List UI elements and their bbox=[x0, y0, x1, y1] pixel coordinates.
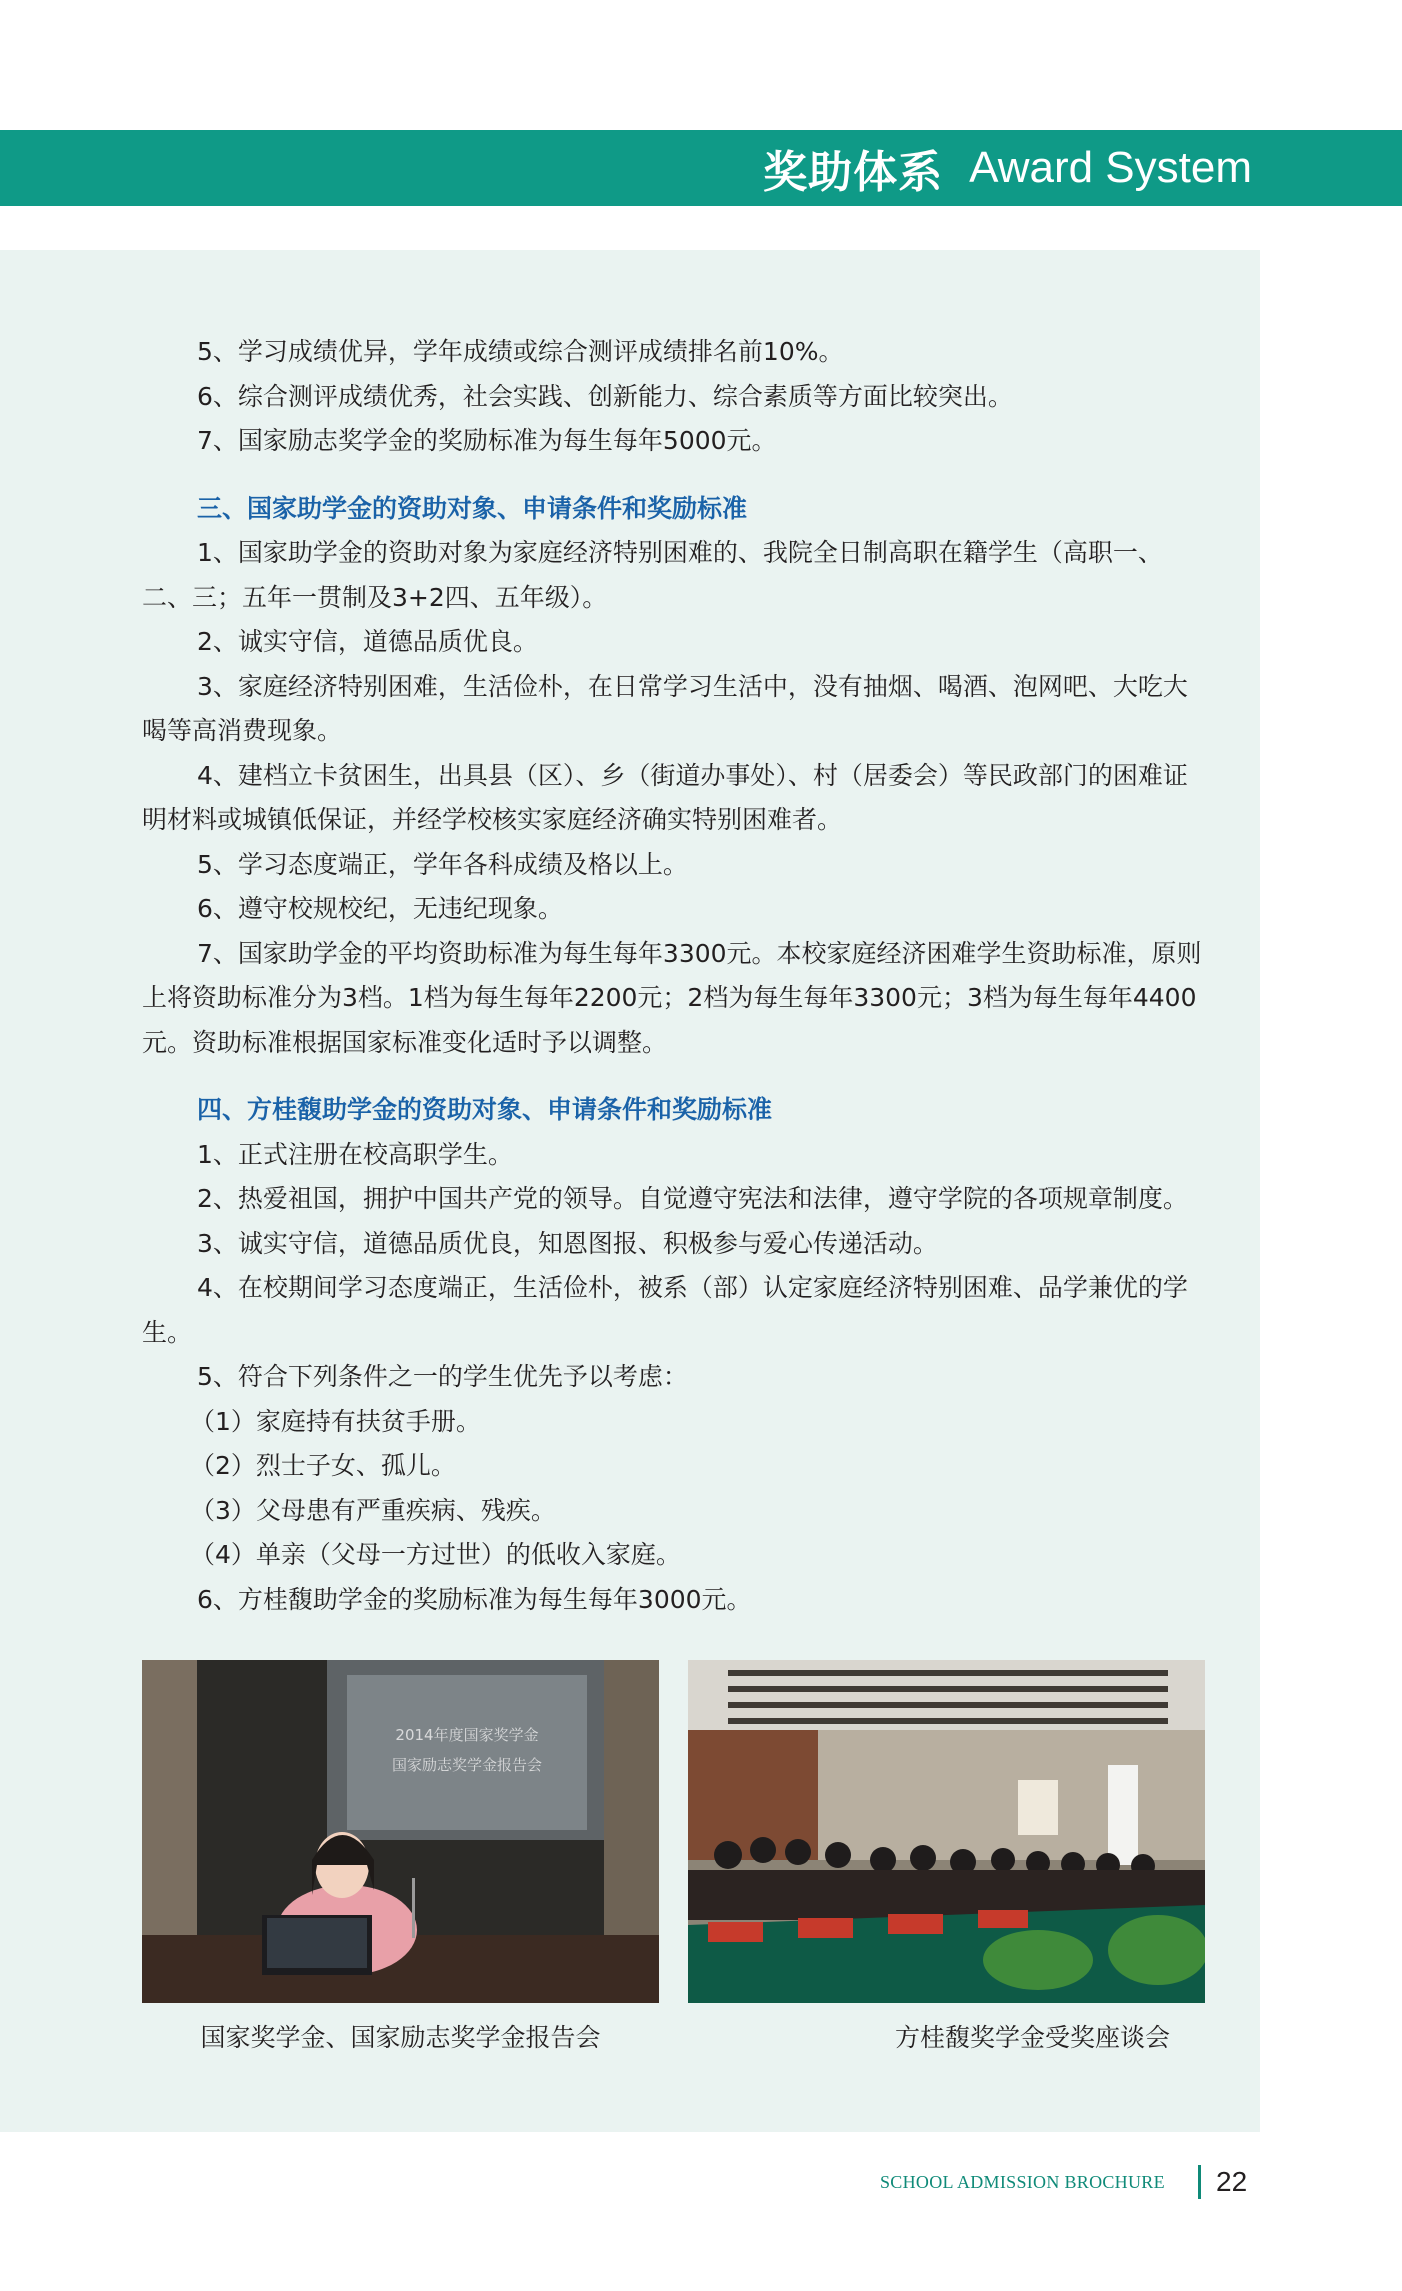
list-item: 2、热爱祖国，拥护中国共产党的领导。自觉遵守宪法和法律，遵守学院的各项规章制度。 bbox=[197, 1184, 1188, 1213]
footer-brand: SCHOOL ADMISSION BROCHURE bbox=[880, 2171, 1165, 2192]
page-number: 22 bbox=[1216, 2166, 1248, 2197]
photo-caption-right: 方桂馥奖学金受奖座谈会 bbox=[895, 2023, 1171, 2052]
list-item: 6、方桂馥助学金的奖励标准为每生每年3000元。 bbox=[197, 1584, 752, 1614]
list-item: 6、综合测评成绩优秀，社会实践、创新能力、综合素质等方面比较突出。 bbox=[197, 381, 1013, 411]
photo-report-meeting bbox=[142, 1660, 659, 2003]
list-item: 5、符合下列条件之一的学生优先予以考虑： bbox=[197, 1362, 688, 1391]
list-item: 4、在校期间学习态度端正，生活俭朴，被系（部）认定家庭经济特别困难、品学兼优的学生。 bbox=[142, 1273, 1188, 1347]
sub-item: （2）烈士子女、孤儿。 bbox=[190, 1451, 456, 1480]
list-item: 5、学习成绩优异，学年成绩或综合测评成绩排名前10%。 bbox=[197, 337, 844, 366]
photo-symposium bbox=[688, 1660, 1205, 2003]
photo-caption-left: 国家奖学金、国家励志奖学金报告会 bbox=[200, 2023, 601, 2052]
list-item: 1、国家助学金的资助对象为家庭经济特别困难的、我院全日制高职在籍学生（高职一、二、三；五年一贯制及3+2四、五年级）。 bbox=[142, 538, 1163, 612]
list-item: 5、学习态度端正，学年各科成绩及格以上。 bbox=[197, 849, 688, 879]
document-body bbox=[142, 330, 1208, 1622]
list-item: 1、正式注册在校高职学生。 bbox=[197, 1139, 513, 1169]
sub-item: （3）父母患有严重疾病、残疾。 bbox=[190, 1495, 556, 1525]
list-item: 7、国家励志奖学金的奖励标准为每生每年5000元。 bbox=[197, 426, 777, 455]
header-title-en: Award System bbox=[969, 143, 1252, 192]
list-item: 3、诚实守信，道德品质优良，知恩图报、积极参与爱心传递活动。 bbox=[197, 1228, 938, 1258]
list-item: 7、国家助学金的平均资助标准为每生每年3300元。本校家庭经济困难学生资助标准，原则上将资助标准分为3档。1档为每生每年2200元；2档为每生每年3300元；3档为每生每年4400元。资助标准根据国家标准变化适时予以调整。 bbox=[142, 938, 1202, 1057]
list-item: 6、遵守校规校纪，无违纪现象。 bbox=[197, 894, 563, 923]
page-header bbox=[763, 130, 1252, 206]
header-title-cn: 奖助体系 bbox=[763, 147, 944, 198]
screen-text-line1: 2014年度国家奖学金 bbox=[395, 1726, 539, 1744]
list-item: 2、诚实守信，道德品质优良。 bbox=[197, 627, 538, 656]
footer-divider bbox=[1198, 2165, 1201, 2199]
screen-text-line2: 国家励志奖学金报告会 bbox=[391, 1756, 543, 1774]
sub-item: （4）单亲（父母一方过世）的低收入家庭。 bbox=[190, 1540, 681, 1569]
list-item: 3、家庭经济特别困难，生活俭朴，在日常学习生活中，没有抽烟、喝酒、泡网吧、大吃大喝等高消费现象。 bbox=[142, 671, 1188, 745]
section-heading-4: 四、方桂馥助学金的资助对象、申请条件和奖励标准 bbox=[197, 1095, 773, 1124]
section-heading-3: 三、国家助学金的资助对象、申请条件和奖励标准 bbox=[197, 493, 748, 523]
sub-item: （1）家庭持有扶贫手册。 bbox=[190, 1406, 481, 1436]
list-item: 4、建档立卡贫困生，出具县（区）、乡（街道办事处）、村（居委会）等民政部门的困难证明材料或城镇低保证，并经学校核实家庭经济确实特别困难者。 bbox=[142, 760, 1188, 834]
